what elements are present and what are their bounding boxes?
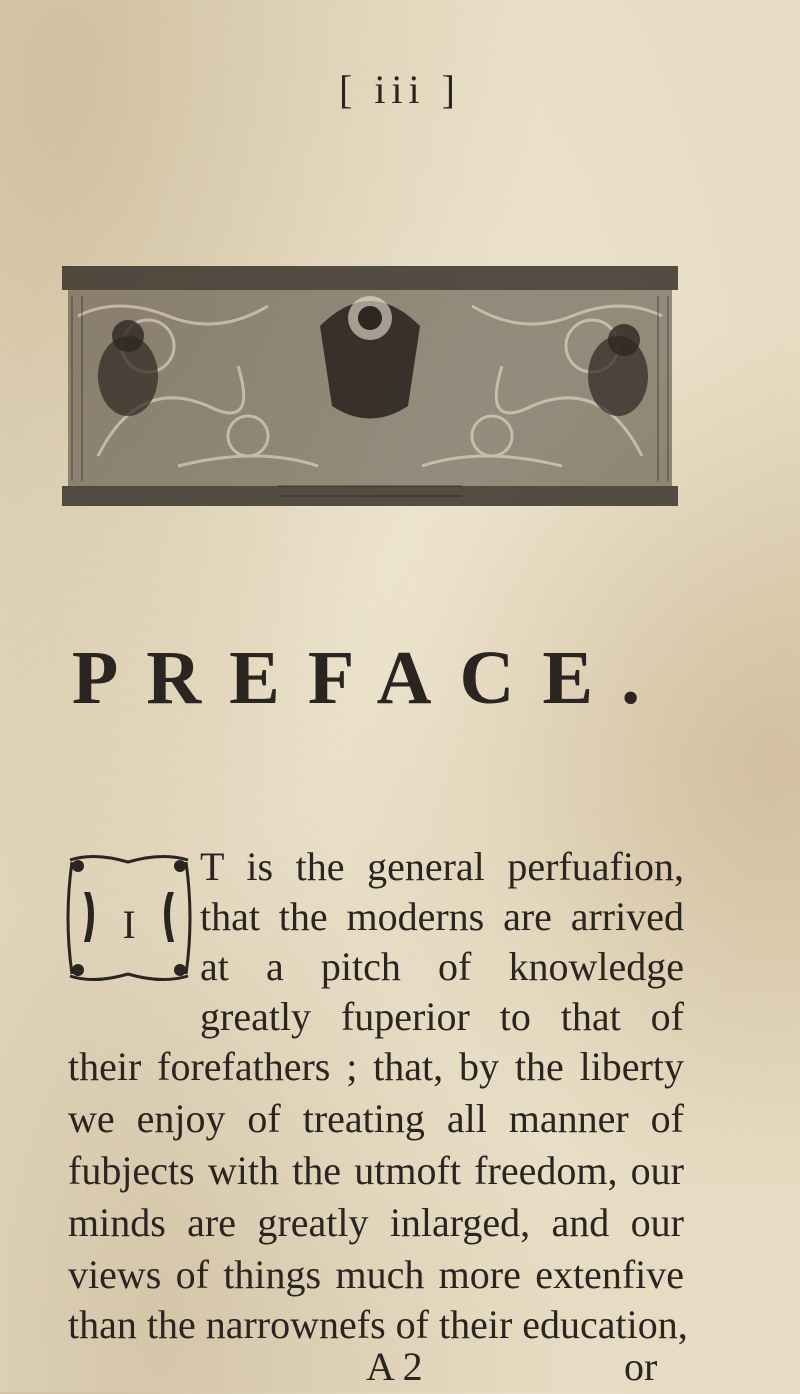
text-line-9: views of things much more extenfive	[68, 1252, 684, 1297]
text-line-3: at a pitch of knowledge	[200, 944, 684, 989]
text-line-2: that the moderns are arrived	[200, 894, 684, 939]
decorated-drop-cap	[64, 852, 194, 984]
text-line-8: minds are greatly inlarged, and our	[68, 1200, 684, 1245]
text-line-5: their forefathers ; that, by the liberty	[68, 1044, 684, 1089]
text-line-7: fubjects with the utmoft freedom, our	[68, 1148, 684, 1193]
preface-heading: PREFACE.	[71, 636, 669, 720]
text-line-10: than the narrownefs of their education,	[68, 1302, 688, 1347]
signature-mark: A 2	[366, 1344, 423, 1389]
text-line-4: greatly fuperior to that of	[200, 994, 684, 1039]
headpiece-ornament	[58, 256, 682, 528]
text-line-1: T is the general perfuafion,	[200, 844, 684, 889]
drop-cap-letter: I	[122, 902, 136, 947]
page-number: [ iii ]	[339, 67, 461, 112]
catchword: or	[624, 1344, 658, 1389]
text-line-6: we enjoy of treating all manner of	[68, 1096, 684, 1141]
